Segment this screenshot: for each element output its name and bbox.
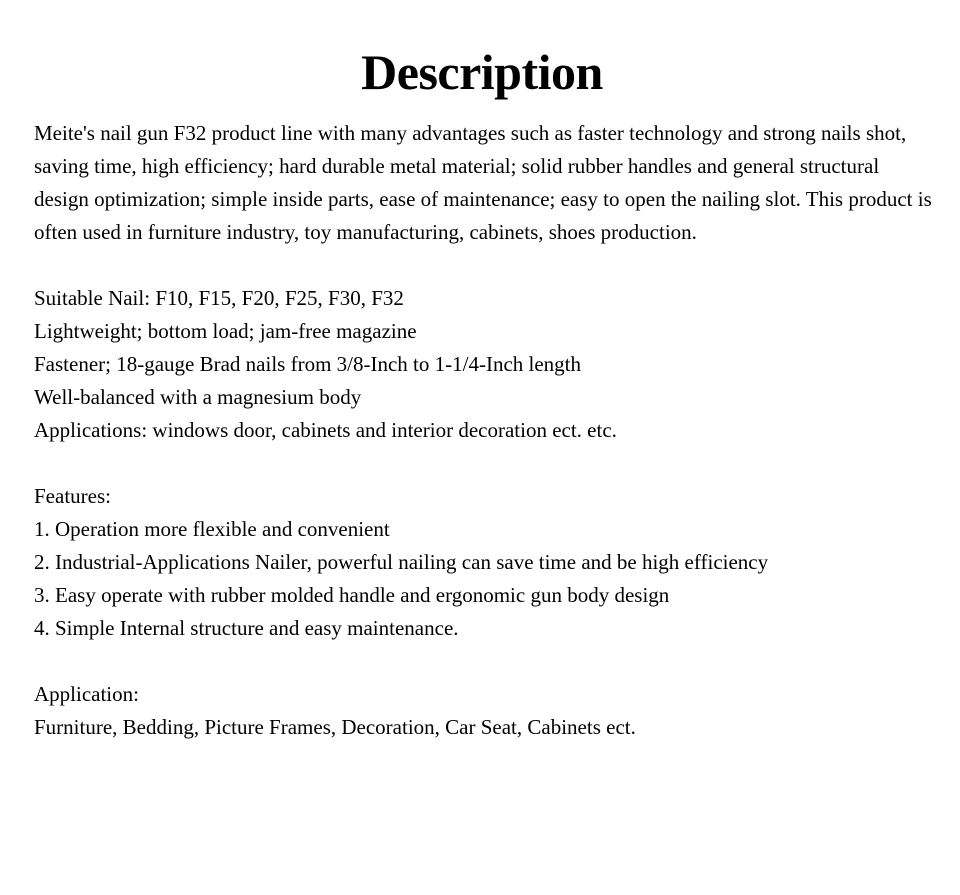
spec-line: Lightweight; bottom load; jam-free magazine xyxy=(34,319,417,343)
feature-item: 3. Easy operate with rubber molded handle and ergonomic gun body design xyxy=(34,583,670,607)
section-spacer xyxy=(34,447,930,480)
application-text: Furniture, Bedding, Picture Frames, Decoration, Car Seat, Cabinets ect. xyxy=(34,715,636,739)
spec-line: Well-balanced with a magnesium body xyxy=(34,385,362,409)
application-heading: Application: xyxy=(34,682,139,706)
section-spacer xyxy=(34,645,930,678)
feature-item: 4. Simple Internal structure and easy maintenance. xyxy=(34,616,459,640)
application-section xyxy=(34,678,930,744)
features-heading: Features: xyxy=(34,484,111,508)
feature-item: 1. Operation more flexible and convenient xyxy=(34,517,390,541)
spec-line: Applications: windows door, cabinets and interior decoration ect. etc. xyxy=(34,418,617,442)
feature-item: 2. Industrial-Applications Nailer, powerful nailing can save time and be high efficiency xyxy=(34,550,769,574)
spec-line: Fastener; 18-gauge Brad nails from 3/8-Inch to 1-1/4-Inch length xyxy=(34,352,582,376)
section-spacer xyxy=(34,249,930,282)
spec-line: Suitable Nail: F10, F15, F20, F25, F30, F32 xyxy=(34,286,404,310)
intro-paragraph: Meite's nail gun F32 product line with many advantages such as faster technology and strong nails shot, saving time, high efficiency; hard durable metal material; solid rubber handles and general structural design optimization; simple inside parts, ease of maintenance; easy to open the nailing slot. This product is often used in furniture industry, toy manufacturing, cabinets, shoes production. xyxy=(34,121,932,244)
page-title: Description xyxy=(361,44,603,100)
specs-list xyxy=(34,282,930,447)
features-section xyxy=(34,480,930,645)
